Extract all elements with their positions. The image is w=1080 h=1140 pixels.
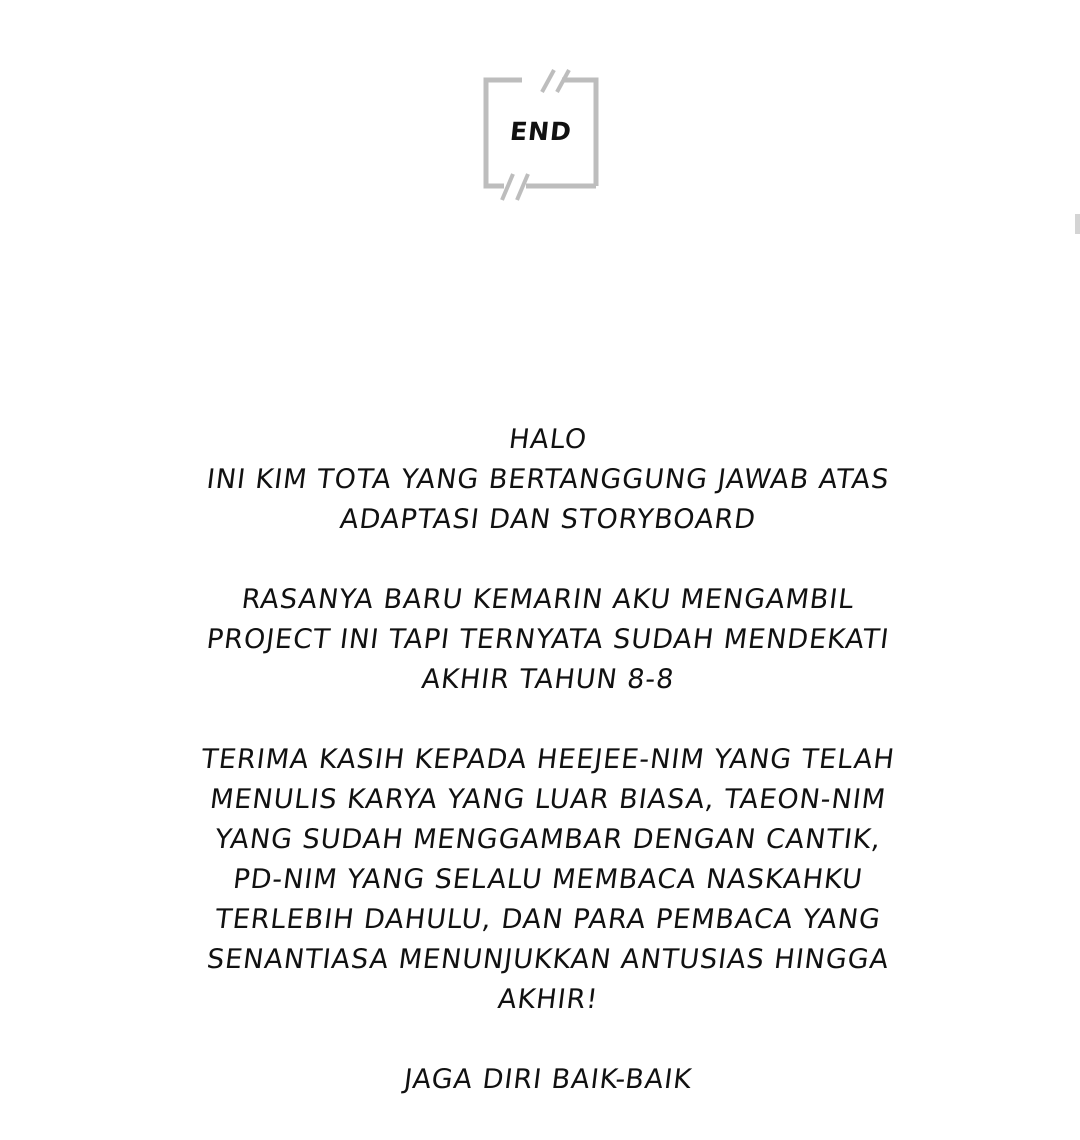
edge-scroll-marker: [1075, 214, 1080, 234]
note-line: INI KIM TOTA YANG BERTANGGUNG JAWAB ATAS: [204, 464, 892, 495]
note-line: YANG SUDAH MENGGAMBAR DENGAN CANTIK,: [213, 824, 884, 855]
note-line: TERLEBIH DAHULU, DAN PARA PEMBACA YANG: [213, 904, 883, 935]
note-paragraph: [120, 1060, 976, 1100]
author-note: [120, 420, 976, 1140]
note-paragraph: [120, 580, 976, 700]
note-line: HALO: [507, 424, 590, 455]
note-line: SENANTIASA MENUNJUKKAN ANTUSIAS HINGGA: [205, 944, 892, 975]
note-line: RASANYA BARU KEMARIN AKU MENGAMBIL: [239, 584, 857, 615]
note-line: PD-NIM YANG SELALU MEMBACA NASKAHKU: [231, 864, 865, 895]
note-line: AKHIR TAHUN 8-8: [419, 664, 677, 695]
note-line: TERIMA KASIH KEPADA HEEJEE-NIM YANG TELAH: [199, 744, 897, 775]
note-line: ADAPTASI DAN STORYBOARD: [338, 504, 758, 535]
note-paragraph: [120, 740, 976, 1020]
end-mark: [480, 66, 602, 202]
note-line: MENULIS KARYA YANG LUAR BIASA, TAEON-NIM: [208, 784, 888, 815]
note-line: AKHIR!: [496, 984, 600, 1015]
note-line: JAGA DIRI BAIK-BAIK: [402, 1064, 694, 1095]
end-label: END: [508, 117, 574, 146]
note-line: PROJECT INI TAPI TERNYATA SUDAH MENDEKATI: [204, 624, 892, 655]
note-paragraph: [120, 420, 976, 540]
